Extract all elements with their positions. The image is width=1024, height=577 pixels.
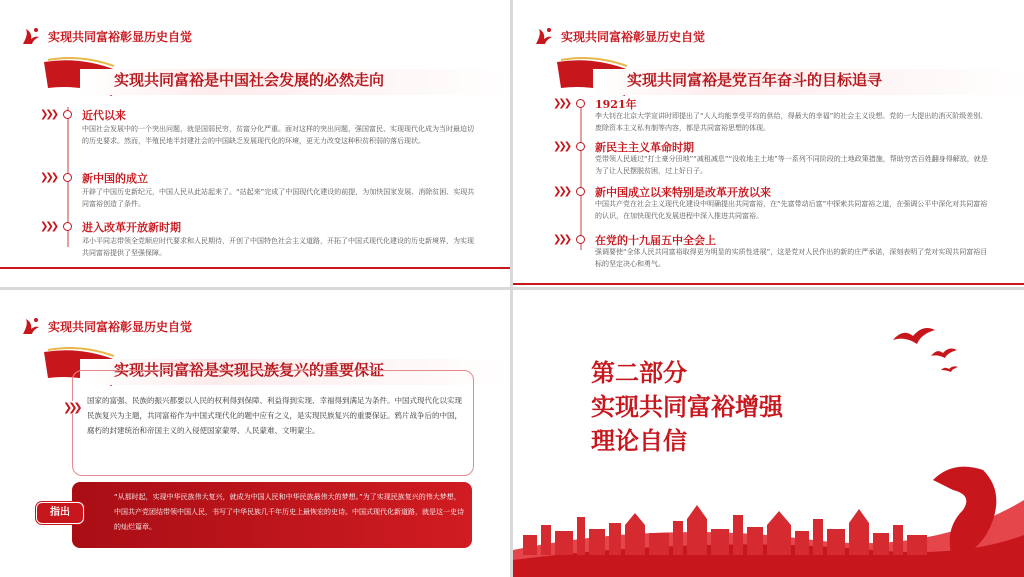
item-text: 开辟了中国历史新纪元，中国人民从此站起来了。“站起来”完成了中国现代化建设的前提，为加快国家发展、消除贫困、实现共同富裕创造了条件。 [82,188,475,208]
quote-box [72,482,472,548]
point-out-badge: 指出 [36,502,84,524]
slide-header [20,316,192,336]
slide-3[interactable] [0,290,510,577]
section-title: 实现共同富裕是党百年奋斗的目标追寻 [627,71,883,89]
chevron-right-icon: ❯❯❯ [553,234,570,245]
item-title: 进入改革开放新时期 [82,221,181,234]
timeline-dot [63,173,72,182]
header-title: 实现共同富裕彰显历史自觉 [561,29,706,44]
part-title-line1: 实现共同富裕增强 [591,392,783,421]
item-text: 李大钊在北京大学宣讲时即提出了“人人均能享受平均的供给，得最大的幸福”的社会主义设想。党的一大提出的消灭阶级差别、废除资本主义私有制等内容，都是共同富裕思想的体现。 [595,112,988,132]
city-skyline-decoration [513,495,1024,555]
chevron-right-icon: ❯❯❯ [63,401,79,414]
bottom-divider [513,283,1024,285]
chevron-right-icon: ❯❯❯ [40,172,57,183]
slide-4[interactable] [513,290,1024,577]
item-title: 在党的十九届五中全会上 [595,234,716,247]
chevron-right-icon: ❯❯❯ [553,98,570,109]
header-title: 实现共同富裕彰显历史自觉 [48,319,193,334]
item-title: 近代以来 [82,109,126,122]
section-title: 实现共同富裕是实现民族复兴的重要保证 [114,361,385,379]
quote-text: “从那时起，实现中华民族伟大复兴，就成为中国人民和中华民族最伟大的梦想。”为了实现民族复兴的伟大梦想，中国共产党团结带领中国人民，书写了中华民族几千年历史上最恢宏的史诗。中国式现代化新道路，就是这一史诗的灿烂篇章。 [114,493,464,531]
chevron-right-icon: ❯❯❯ [553,141,570,152]
item-title: 新中国成立以来特别是改革开放以来 [595,186,771,199]
item-title: 1921年 [595,98,637,111]
timeline-dot [576,235,585,244]
item-text: 邓小平同志带领全党顺应时代要求和人民期待，开创了中国特色社会主义道路，开拓了中国式现代化建设的历史新境界，为实现共同富裕提供了坚强保障。 [82,237,474,257]
section-title-banner [40,56,510,98]
header-title: 实现共同富裕彰显历史自觉 [48,29,193,44]
item-text: 党带领人民通过“打土豪分田地”“减租减息”“没收地主土地”等一系列不同阶段的土地政策措施，帮助穷苦百姓翻身得解放，就是为了让人民摆脱贫困，过上好日子。 [595,155,988,175]
timeline-dot [576,187,585,196]
part-title-line2: 理论自信 [591,426,687,455]
timeline-dot [63,110,72,119]
chevron-right-icon: ❯❯❯ [40,109,57,120]
timeline-dot [63,222,72,231]
doves-decoration [873,320,983,390]
slide-1[interactable] [0,0,510,287]
item-title: 新民主主义革命时期 [595,141,694,154]
slide-header [20,26,192,46]
item-text: 强调要使“全体人民共同富裕取得更为明显的实质性进展”，这是党对人民作出的新的庄严承诺，深刻表明了党对实现共同富裕目标的坚定决心和勇气。 [595,248,988,268]
box-text: 国家的富强、民族的振兴都要以人民的权利得到保障、利益得到实现、幸福得到满足为条件。中国式现代化以实现民族复兴为主题，共同富裕作为中国式现代化的题中应有之义，是实现民族复兴的重要保证。鸦片战争后的中国，腐朽的封建统治和帝国主义的入侵使国家蒙辱、人民蒙难、文明蒙尘。 [87,396,462,435]
chevron-right-icon: ❯❯❯ [40,221,57,232]
party-flag-icon [20,26,42,46]
timeline-dot [576,99,585,108]
slide-2[interactable] [513,0,1024,287]
section-title: 实现共同富裕是中国社会发展的必然走向 [114,71,385,89]
timeline-line [580,100,582,250]
chevron-right-icon: ❯❯❯ [553,186,570,197]
slide-header [533,26,705,46]
item-title: 新中国的成立 [82,172,148,185]
bottom-divider [0,267,510,269]
item-text: 中国共产党在社会主义现代化建设中明确提出共同富裕，在“先富带动后富”中探索共同富裕之道，在强调公平中深化对共同富裕的认识，在加快现代化发展进程中深入推进共同富裕。 [595,200,988,220]
content-box [63,370,474,476]
timeline-dot [576,142,585,151]
party-flag-icon [20,316,42,336]
section-title-banner [553,56,1023,98]
party-flag-icon [533,26,555,46]
part-label: 第二部分 [591,358,687,387]
item-text: 中国社会发展中的一个突出问题，就是国弱民穷，贫富分化严重。面对这样的突出问题，强国富民、实现现代化成为当时最迫切的历史要求。然而，半殖民地半封建社会的中国缺乏发展现代化的环境，更无力改变这种积贫积弱的落后现状。 [82,125,474,145]
